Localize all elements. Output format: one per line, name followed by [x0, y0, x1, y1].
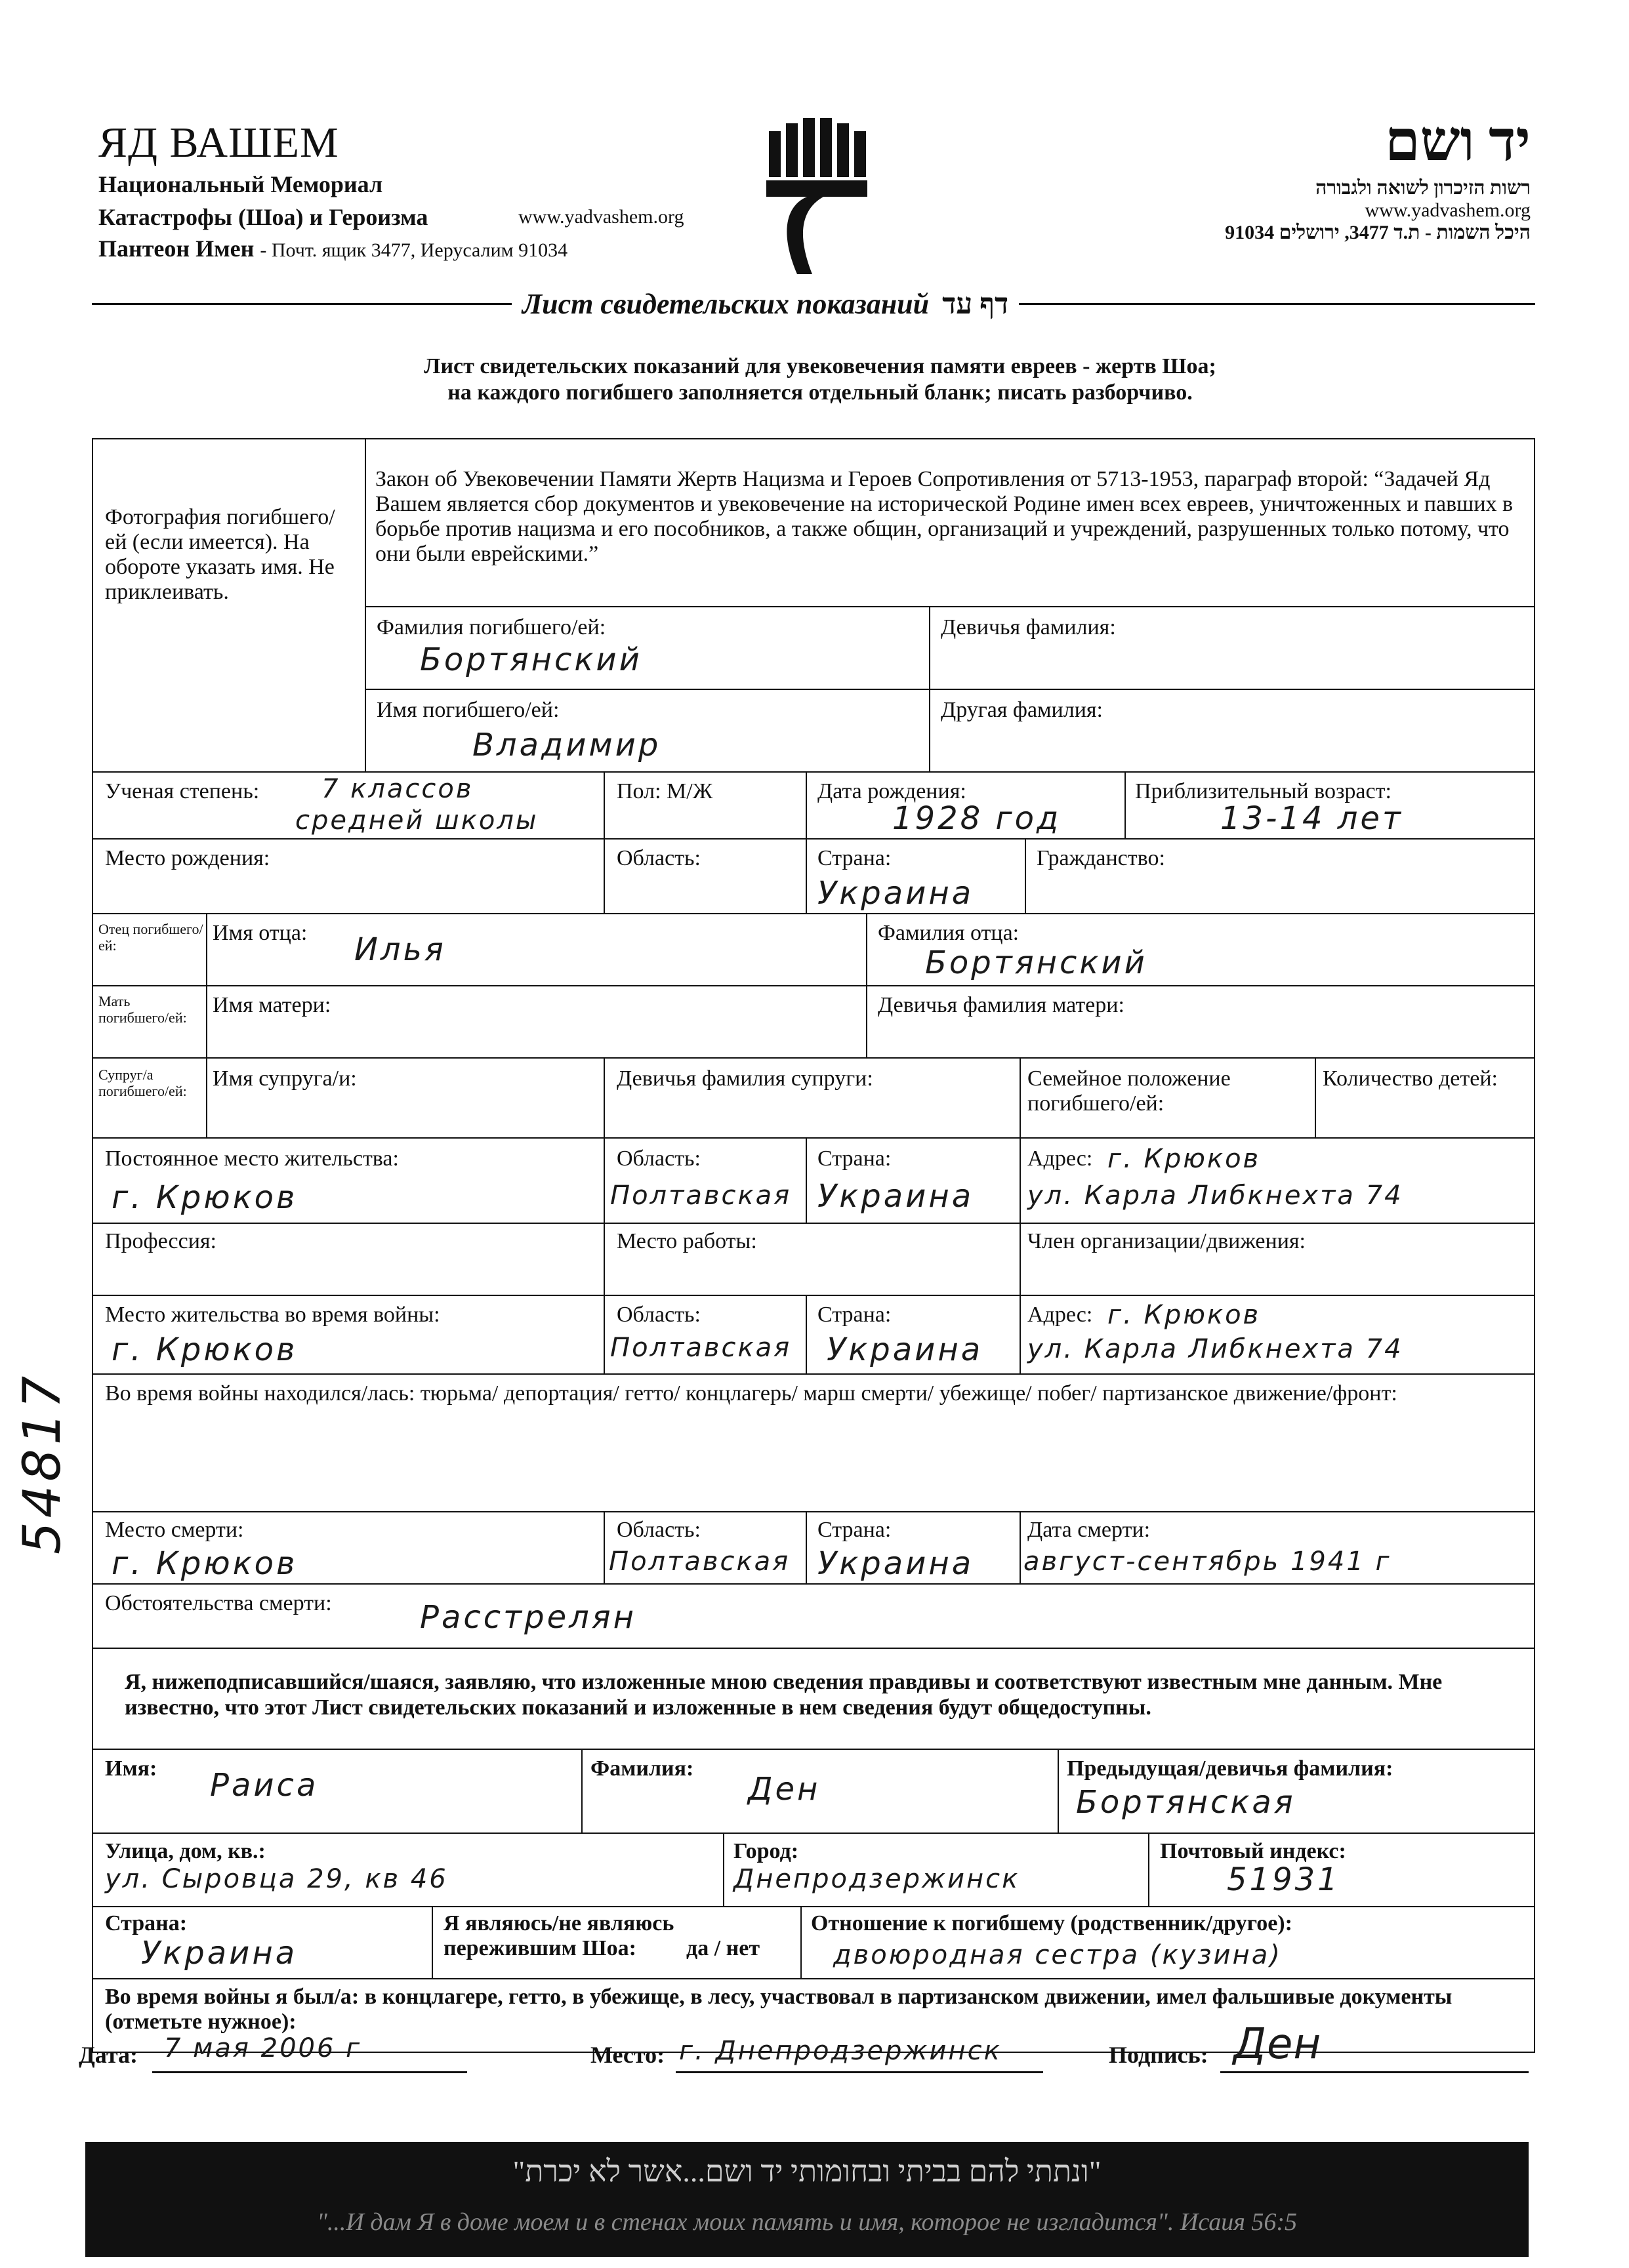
spouse-side-label: Супруг/а погибшего/ей: — [98, 1066, 187, 1100]
victim-name-value: Владимир — [472, 727, 661, 763]
mother-name-label: Имя матери: — [213, 993, 331, 1017]
org-title-he: יד ושם — [1385, 110, 1531, 172]
birth-country-value: Украина — [817, 875, 974, 912]
father-name-label: Имя отца: — [213, 921, 308, 945]
org-address-ru: - Почт. ящик 3477, Иерусалим 91034 — [260, 239, 568, 261]
war-region-value: Полтавская — [610, 1333, 792, 1363]
submitter-zip-label: Почтовый индекс: — [1160, 1839, 1346, 1863]
place-value[interactable]: г. Днепродзержинск — [679, 2036, 1002, 2066]
death-circumstances-label: Обстоятельства смерти: — [105, 1591, 332, 1615]
form-title — [512, 287, 1019, 321]
residence-country-label: Страна: — [817, 1146, 892, 1171]
submitter-city-label: Город: — [733, 1839, 799, 1863]
submitter-surname-value: Ден — [748, 1771, 821, 1808]
footer-quote-bar — [85, 2142, 1529, 2257]
death-date-label: Дата смерти: — [1027, 1518, 1151, 1542]
org-line3-he: היכל השמות - ת.ד 3477, ירושלים 91034 — [1225, 222, 1531, 243]
citizenship-label: Гражданство: — [1037, 846, 1165, 870]
org-line1-he: רשות הזיכרון לשואה ולגבורה — [1315, 177, 1531, 199]
submitter-country-label: Страна: — [105, 1911, 188, 1935]
death-place-label: Место смерти: — [105, 1518, 244, 1542]
form-title-he: דף עד — [942, 288, 1009, 320]
war-address-line1: г. Крюков — [1107, 1300, 1261, 1330]
marital-status-label: Семейное положение погибшего/ей: — [1027, 1066, 1231, 1116]
workplace-label: Место работы: — [617, 1229, 757, 1253]
org-url-he: www.yadvashem.org — [1365, 199, 1531, 221]
degree-value-line2: средней школы — [295, 805, 539, 836]
org-url-ru: www.yadvashem.org — [518, 206, 684, 228]
submitter-name-cell[interactable] — [92, 1749, 583, 1834]
submitter-zip-value: 51931 — [1227, 1861, 1340, 1898]
submitter-country-value: Украина — [141, 1935, 298, 1972]
submitter-prev-surname-label: Предыдущая/девичья фамилия: — [1067, 1756, 1393, 1781]
birth-date-label: Дата рождения: — [817, 779, 966, 803]
place-underline — [676, 2071, 1043, 2073]
place-label: Место: — [590, 2042, 665, 2068]
profession-label: Профессия: — [105, 1229, 217, 1253]
birth-date-value: 1928 год — [892, 800, 1062, 837]
margin-id-stamp: 54817 — [13, 1371, 72, 1554]
signature-value[interactable]: Ден — [1233, 2020, 1322, 2069]
org-line1-ru: Национальный Мемориал — [98, 171, 383, 197]
approx-age-value: 13-14 лет — [1220, 800, 1403, 837]
war-residence-label: Место жительства во время войны: — [105, 1303, 440, 1327]
war-country-label: Страна: — [817, 1303, 892, 1327]
submitter-city-value: Днепродзержинск — [733, 1864, 1020, 1894]
death-country-value: Украина — [817, 1545, 974, 1582]
death-circumstances-value: Расстрелян — [420, 1599, 637, 1636]
birth-place-label: Место рождения: — [105, 846, 270, 870]
residence-address-label: Адрес: — [1027, 1146, 1093, 1171]
date-value[interactable]: 7 мая 2006 г — [164, 2033, 362, 2063]
war-status-label: Во время войны находился/лась: тюрьма/ депортация/ гетто/ концлагерь/ марш смерти/ убежище/ побег/ партизанское движение/фронт: — [105, 1381, 1397, 1406]
signature-label: Подпись: — [1109, 2042, 1208, 2068]
sex-label: Пол: М/Ж — [617, 779, 713, 803]
residence-region-label: Область: — [617, 1146, 701, 1171]
declaration-text: Я, нижеподписавшийся/шаяся, заявляю, что изложенные мною сведения правдивы и соответствуют известным мне данным. Мне известно, что этот Лист свидетельских показаний и изложенные в нем сведения будут общедоступны. — [125, 1670, 1443, 1720]
law-text: Закон об Увековечении Памяти Жертв Нацизма и Героев Сопротивления от 5713-1953, параграф второй: “Задачей Яд Вашем является сбор документов и увековечение на исторической Родине имен всех евреев, уничтоженных и павших в борьбе против нацизма и его пособников, а также общин, организаций и учреждений, разрушенных только потому, что они были еврейскими.” — [375, 467, 1514, 567]
submitter-war-label: Во время войны я был/а: в концлагере, гетто, в убежище, в лесу, участвовал в партизанском движении, имел фальшивые документы (отметьте нужное): — [105, 1985, 1453, 2035]
date-label: Дата: — [79, 2042, 138, 2068]
submitter-street-value: ул. Сыровца 29, кв 46 — [105, 1864, 448, 1894]
org-title-ru: ЯД ВАШЕМ — [98, 119, 339, 167]
submitter-surname-label: Фамилия: — [590, 1756, 694, 1781]
war-residence-city-value: г. Крюков — [112, 1331, 298, 1368]
children-count-label: Количество детей: — [1323, 1066, 1498, 1091]
death-region-label: Область: — [617, 1518, 701, 1542]
victim-surname-label: Фамилия погибшего/ей: — [377, 615, 606, 639]
org-pantheon: Пантеон Имен — [98, 235, 255, 262]
relation-value: двоюродная сестра (кузина) — [833, 1940, 1282, 1970]
war-country-value: Украина — [827, 1331, 983, 1368]
victim-surname-value: Бортянский — [420, 641, 642, 678]
submitter-name-value: Раиса — [210, 1767, 319, 1804]
death-date-value: август-сентябрь 1941 г — [1023, 1547, 1392, 1577]
victim-maiden-label: Девичья фамилия: — [941, 615, 1116, 639]
death-region-value: Полтавская — [609, 1547, 791, 1577]
approx-age-label: Приблизительный возраст: — [1135, 779, 1392, 803]
footer-quote-ru: "...И дам Я в доме моем и в стенах моих память и имя, которое не изгладится". Исаия 56:5 — [316, 2208, 1298, 2236]
degree-label: Ученая степень: — [105, 779, 260, 803]
yad-vashem-logo-icon — [761, 111, 873, 275]
survivor-label: Я являюсь/не являюсь пережившим Шоа: — [443, 1911, 674, 1961]
death-place-value: г. Крюков — [112, 1545, 298, 1582]
survivor-options[interactable]: да / нет — [686, 1936, 760, 1960]
mother-side-label: Мать погибшего/ей: — [98, 993, 187, 1026]
submitter-street-label: Улица, дом, кв.: — [105, 1839, 266, 1863]
date-underline — [152, 2071, 467, 2073]
war-address-line2: ул. Карла Либкнехта 74 — [1027, 1334, 1403, 1364]
father-surname-value: Бортянский — [925, 944, 1147, 981]
member-org-label: Член организации/движения: — [1027, 1229, 1306, 1253]
mother-maiden-label: Девичья фамилия матери: — [878, 993, 1124, 1017]
instructions-line2: на каждого погибшего заполняется отдельный бланк; писать разборчиво. — [447, 380, 1193, 405]
residence-city-value: г. Крюков — [112, 1179, 298, 1216]
photo-note: Фотография погибшего/ей (если имеется). На обороте указать имя. Не приклеивать. — [105, 505, 335, 605]
degree-value-line1: 7 классов — [321, 774, 474, 804]
father-side-label: Отец погибшего/ей: — [98, 921, 203, 954]
residence-label: Постоянное место жительства: — [105, 1146, 399, 1171]
residence-address-line2: ул. Карла Либкнехта 74 — [1027, 1181, 1403, 1211]
war-region-label: Область: — [617, 1303, 701, 1327]
victim-name-label: Имя погибшего/ей: — [377, 698, 560, 722]
birth-country-label: Страна: — [817, 846, 892, 870]
submitter-name-label: Имя: — [105, 1756, 157, 1781]
submitter-prev-surname-value: Бортянская — [1076, 1784, 1296, 1821]
org-line2-ru: Катастрофы (Шоа) и Героизма — [98, 204, 428, 230]
father-surname-label: Фамилия отца: — [878, 921, 1020, 945]
residence-region-value: Полтавская — [610, 1181, 792, 1211]
birth-region-label: Область: — [617, 846, 701, 870]
relation-label: Отношение к погибшему (родственник/другое): — [811, 1911, 1292, 1935]
death-country-label: Страна: — [817, 1518, 892, 1542]
org-line3-ru — [98, 235, 567, 262]
spouse-maiden-label: Девичья фамилия супруги: — [617, 1066, 873, 1091]
instructions-line1: Лист свидетельских показаний для увековечения памяти евреев - жертв Шоа; — [424, 354, 1216, 378]
victim-other-surname-label: Другая фамилия: — [941, 698, 1103, 722]
footer-quote-he: "ונתתי להם בביתי ובחומותי יד ושם...אשר לא יכרת" — [512, 2155, 1102, 2188]
spouse-name-label: Имя супруга/и: — [213, 1066, 357, 1091]
signature-underline — [1220, 2071, 1529, 2073]
residence-country-value: Украина — [817, 1178, 974, 1215]
father-name-value: Илья — [354, 931, 446, 968]
form-title-ru: Лист свидетельских показаний — [522, 288, 930, 320]
residence-address-line1: г. Крюков — [1107, 1144, 1261, 1174]
photo-area[interactable] — [92, 438, 366, 773]
war-address-label: Адрес: — [1027, 1303, 1093, 1327]
